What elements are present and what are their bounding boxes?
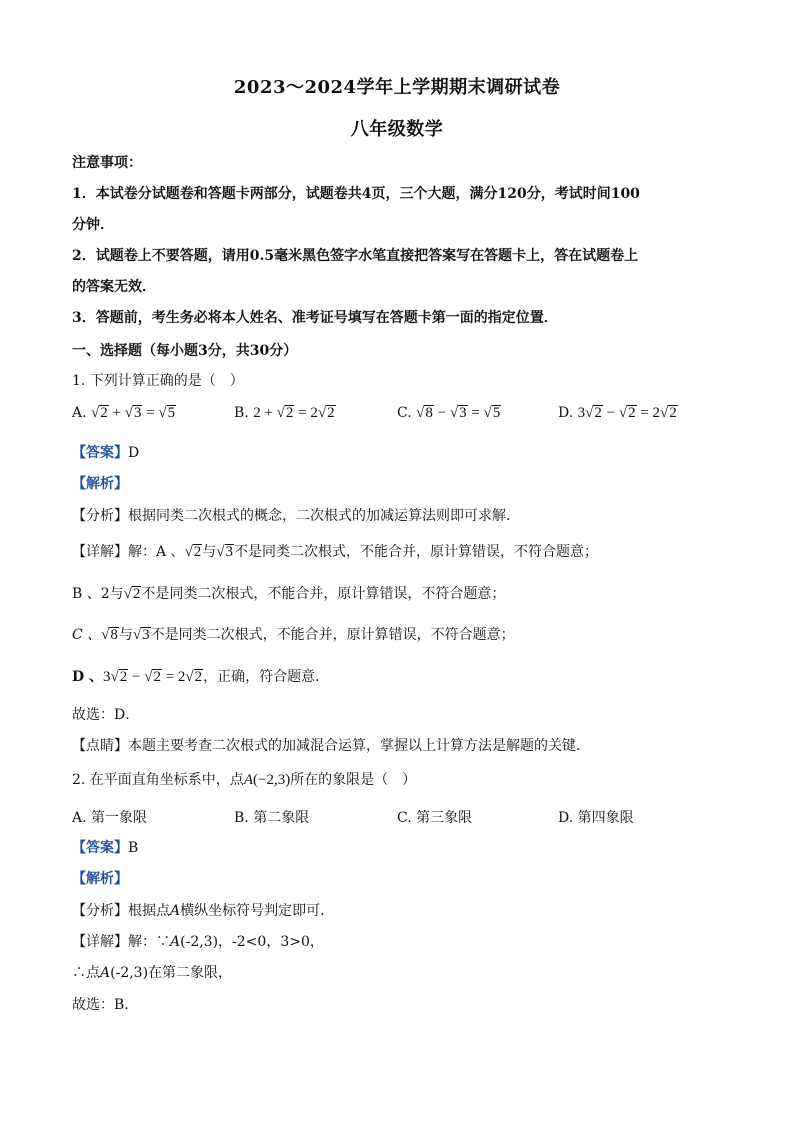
notice-item-1-cont: 分钟． (72, 217, 114, 233)
q1-stem: 1. 下列计算正确的是（ ） (72, 373, 244, 389)
q2-answer (72, 837, 722, 857)
q2-analysis-heading (72, 868, 722, 888)
q1-option-b (234, 405, 336, 422)
q2-detail (72, 931, 722, 951)
option-expression: 3√2 − √2 = 2√2 (577, 405, 677, 421)
q1-fenxi (72, 505, 722, 525)
dianjing-tag: 【点睛】 (72, 738, 128, 754)
radical-expression: 3√2 − √2 = 2√2 (103, 669, 203, 685)
therefore-text: ∴点 (72, 965, 100, 981)
fenxi-tag: 【分析】 (72, 903, 128, 919)
point-coords: (−2,3) (252, 772, 291, 788)
q2-option-a: A. 第一象限 (72, 810, 148, 826)
notice-item-1: 1．本试卷分试题卷和答题卡两部分，试题卷共4页，三个大题，满分120分，考试时间100 (72, 186, 640, 202)
answer-value: B (128, 840, 139, 856)
detail-text: 不是同类二次根式，不能合并，原计算错误，不符合题意； (234, 544, 599, 560)
detail-tag: 【详解】 (72, 544, 128, 560)
detail-text: 解：∵ (128, 934, 170, 950)
q1-analysis-heading (72, 473, 722, 493)
q2-therefore (72, 962, 722, 982)
option-expression: √8 − √3 = √5 (416, 405, 501, 421)
detail-text: 解：A 、 (128, 544, 185, 560)
detail-text: D 、 (72, 669, 104, 685)
connector-word: 与 (202, 544, 217, 560)
radical-expression: √3 (216, 544, 234, 560)
q2-option-b: B. 第二象限 (234, 810, 310, 826)
point-name: A (170, 934, 181, 950)
stem-text: 2. 在平面直角坐标系中，点 (72, 772, 244, 788)
fenxi-tag: 【分析】 (72, 508, 128, 524)
page-title: 2023～2024学年上学期期末调研试卷 (233, 77, 561, 98)
q1-option-c (397, 405, 501, 422)
detail-text: 不是同类二次根式，不能合并，原计算错误，不符合题意； (141, 586, 506, 602)
point-name: A (100, 965, 111, 981)
option-expression: 2 + √2 = 2√2 (253, 405, 335, 421)
q1-option-a (72, 405, 176, 422)
detail-text: B 、2与 (72, 586, 124, 602)
option-label: D. (558, 405, 574, 421)
answer-value: D (128, 445, 140, 461)
fenxi-text: 根据点 (128, 903, 170, 919)
notice-heading: 注意事项： (72, 155, 142, 171)
q1-detail-c (72, 624, 722, 644)
detail-text: C 、 (72, 627, 102, 643)
stem-text: 所在的象限是（ ） (290, 772, 417, 788)
fenxi-text: 横纵坐标符号判定即可． (180, 903, 335, 919)
connector-word: 与 (118, 627, 133, 643)
radical-expression: √2 (184, 544, 202, 560)
option-label: C. (397, 405, 412, 421)
section-heading: 一、选择题（每小题3分，共30分） (72, 343, 298, 359)
detail-text: (-2,3)，-2<0，3>0， (180, 934, 324, 950)
option-label: A. (72, 405, 87, 421)
point-name: A (243, 772, 253, 788)
q2-stem (72, 769, 722, 789)
detail-tag: 【详解】 (72, 934, 128, 950)
analysis-tag: 【解析】 (72, 871, 128, 887)
fenxi-text: 根据同类二次根式的概念，二次根式的加减运算法则即可求解． (128, 508, 520, 524)
point-name: A (170, 903, 181, 919)
q2-option-d: D. 第四象限 (558, 810, 634, 826)
q2-fenxi (72, 900, 722, 920)
q1-detail-b (72, 583, 722, 603)
option-label: B. (234, 405, 249, 421)
q1-detail-a (72, 541, 722, 561)
detail-text: ，正确，符合题意． (203, 669, 330, 685)
q2-conclusion: 故选：B． (72, 997, 139, 1013)
therefore-text: (-2,3)在第二象限， (110, 965, 233, 981)
q1-dianjing (72, 735, 722, 755)
q1-detail-d (72, 666, 722, 686)
q1-option-d (558, 405, 678, 422)
notice-item-3: 3．答题前，考生务必将本人姓名、准考证号填写在答题卡第一面的指定位置． (72, 310, 558, 326)
page-subtitle: 八年级数学 (350, 119, 444, 140)
notice-item-2-cont: 的答案无效． (72, 279, 156, 295)
radical-expression: √2 (123, 586, 141, 602)
q2-option-c: C. 第三象限 (397, 810, 473, 826)
radical-expression: √3 (132, 627, 150, 643)
q1-conclusion: 故选：D． (72, 707, 140, 723)
radical-expression: √8 (101, 627, 118, 643)
analysis-tag: 【解析】 (72, 476, 128, 492)
option-expression: √2 + √3 = √5 (91, 405, 176, 421)
detail-text: 不是同类二次根式，不能合并，原计算错误，不符合题意； (150, 627, 515, 643)
answer-tag: 【答案】 (72, 840, 128, 856)
answer-tag: 【答案】 (72, 445, 128, 461)
notice-item-2: 2．试题卷上不要答题，请用0.5毫米黑色签字水笔直接把答案写在答题卡上，答在试题卷上 (72, 248, 639, 264)
q1-answer (72, 442, 722, 462)
dianjing-text: 本题主要考查二次根式的加减混合运算，掌握以上计算方法是解题的关键． (128, 738, 590, 754)
